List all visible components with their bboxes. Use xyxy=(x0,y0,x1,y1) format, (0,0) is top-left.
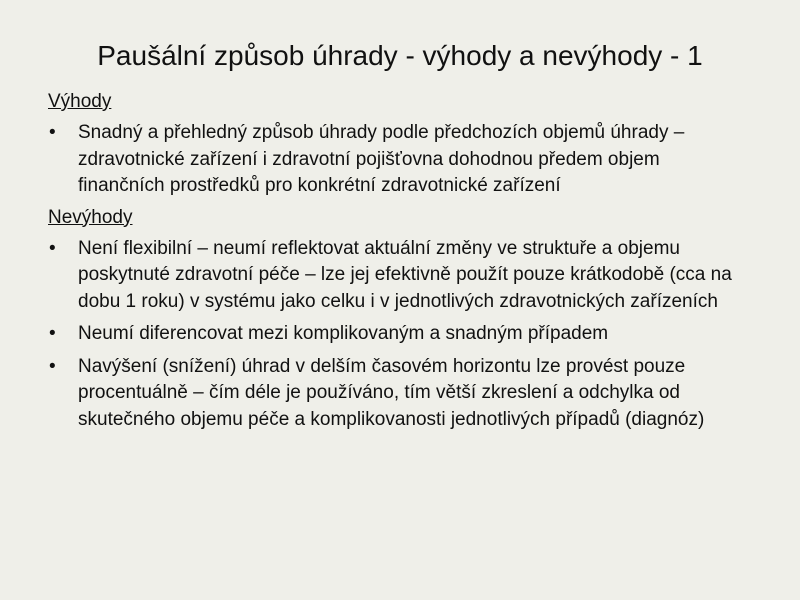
slide-title: Paušální způsob úhrady - výhody a nevýhody - 1 xyxy=(97,40,703,71)
slide-content xyxy=(48,90,748,439)
bullet-icon: • xyxy=(49,237,56,259)
advantages-list xyxy=(48,120,748,200)
list-item-text: Není flexibilní – neumí reflektovat aktuální změny ve struktuře a objemu poskytnuté zdravotní péče – lze jej efektivně použít pouze krátkodobě (cca na dobu 1 roku) v systému jako celku i v jednotlivých zdravotnických zařízeních xyxy=(78,237,732,312)
list-item-text: Neumí diferencovat mezi komplikovaným a snadným případem xyxy=(78,323,609,344)
bullet-icon: • xyxy=(49,323,56,344)
list-item-text: Snadný a přehledný způsob úhrady podle předchozích objemů úhrady – zdravotnické zařízení i zdravotní pojišťovna dohodnou předem objem finančních prostředků pro konkrétní zdravotnické zařízení xyxy=(78,122,685,196)
list-item xyxy=(48,321,750,348)
disadvantages-heading: Nevýhody xyxy=(48,206,133,228)
list-item xyxy=(48,354,750,434)
advantages-heading: Výhody xyxy=(48,91,112,112)
bullet-icon: • xyxy=(49,355,56,377)
list-item xyxy=(48,236,750,316)
list-item-text: Navýšení (snížení) úhrad v delším časovém horizontu lze provést pouze procentuálně – čím déle je používáno, tím větší zkreslení a odchylka od skutečného objemu péče a komplikovanosti jednotlivých případů (diagnóz) xyxy=(78,355,705,430)
bullet-icon: • xyxy=(49,122,56,143)
list-item xyxy=(48,120,750,200)
disadvantages-list xyxy=(48,236,748,434)
